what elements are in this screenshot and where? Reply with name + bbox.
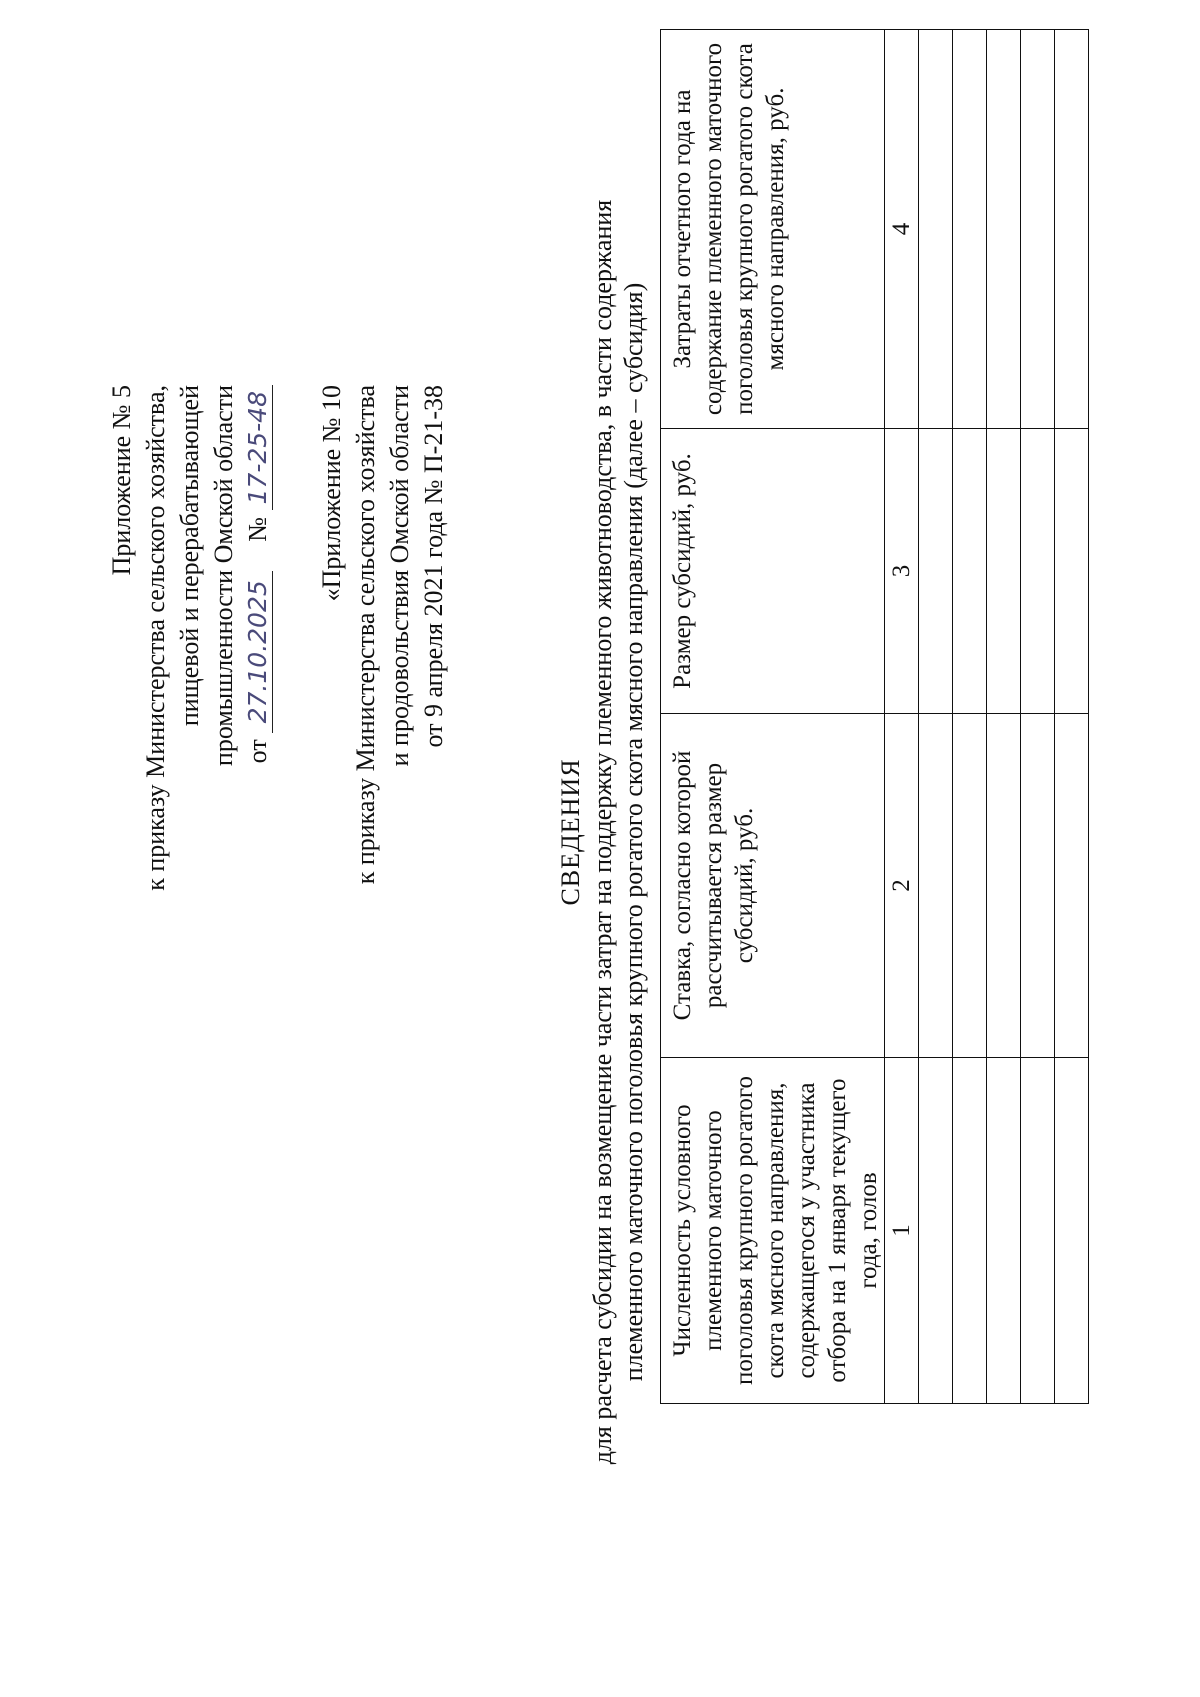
table-cell[interactable] xyxy=(987,1058,1021,1404)
table-cell[interactable] xyxy=(919,714,953,1058)
appendix-10-order-line: от 9 апреля 2021 года № П-21-38 xyxy=(419,385,448,748)
number-prefix: № xyxy=(243,516,272,542)
appendix-10-ministry-line: и продовольствия Омской области xyxy=(385,385,414,767)
column-number-row xyxy=(885,30,919,1404)
appendix-5-ministry-line: промышленности Омской области xyxy=(209,385,238,767)
table-cell[interactable] xyxy=(1021,30,1055,429)
table-cell[interactable] xyxy=(1055,429,1089,714)
table-row xyxy=(987,30,1021,1404)
appendix-5-header xyxy=(105,385,275,945)
table-cell[interactable] xyxy=(953,714,987,1058)
table-row xyxy=(919,30,953,1404)
table-cell[interactable] xyxy=(987,429,1021,714)
column-number: 1 xyxy=(885,1058,919,1404)
table-cell[interactable] xyxy=(987,30,1021,429)
header-cell-rate: Ставка, согласно которой рассчитывается размер субсидий, руб. xyxy=(661,714,885,1058)
date-prefix: от xyxy=(243,739,272,764)
table-cell[interactable] xyxy=(953,30,987,429)
column-number: 4 xyxy=(885,30,919,429)
table-row xyxy=(1055,30,1089,1404)
handwritten-date: 27.10.2025 xyxy=(244,571,273,733)
table-cell[interactable] xyxy=(1021,429,1055,714)
header-cell-livestock-count: Численность условного племенного маточного поголовья крупного рогатого скота мясного направления, содержащегося у участника отбора на 1 января текущего года, голов xyxy=(661,1058,885,1404)
table-cell[interactable] xyxy=(1055,714,1089,1058)
header-cell-annual-costs: Затраты отчетного года на содержание племенного маточного поголовья крупного рогатого скота мясного направления, руб. xyxy=(661,30,885,429)
table-cell[interactable] xyxy=(1021,1058,1055,1404)
subsidy-form-table xyxy=(660,29,1089,1404)
table-cell[interactable] xyxy=(953,429,987,714)
document-title: СВЕДЕНИЯ xyxy=(556,758,585,906)
table-header-row xyxy=(661,30,885,1404)
appendix-10-title: «Приложение № 10 xyxy=(317,385,346,602)
table-cell[interactable] xyxy=(919,429,953,714)
appendix-10-header xyxy=(315,385,451,945)
table-row xyxy=(953,30,987,1404)
table-cell[interactable] xyxy=(987,714,1021,1058)
column-number: 2 xyxy=(885,714,919,1058)
table-cell[interactable] xyxy=(1055,30,1089,429)
table-cell[interactable] xyxy=(953,1058,987,1404)
header-cell-subsidy-amount: Размер субсидий, руб. xyxy=(661,429,885,714)
handwritten-order-number: 17-25-48 xyxy=(244,385,273,510)
table-cell[interactable] xyxy=(919,30,953,429)
appendix-5-date-line xyxy=(241,385,275,945)
appendix-5-ministry-line: к приказу Министерства сельского хозяйства, xyxy=(141,385,170,891)
table-row xyxy=(1021,30,1055,1404)
document-heading xyxy=(555,167,649,1497)
table-cell[interactable] xyxy=(919,1058,953,1404)
appendix-5-title: Приложение № 5 xyxy=(107,385,136,576)
column-number: 3 xyxy=(885,429,919,714)
table-cell[interactable] xyxy=(1021,714,1055,1058)
appendix-10-ministry-line: к приказу Министерства сельского хозяйства xyxy=(351,385,380,885)
document-subtitle-line: племенного маточного поголовья крупного рогатого скота мясного направления (далее – субсидия) xyxy=(619,282,648,1382)
table-cell[interactable] xyxy=(1055,1058,1089,1404)
document-subtitle-line: для расчета субсидии на возмещение части затрат на поддержку племенного животноводства, в части содержания xyxy=(588,199,617,1465)
appendix-5-ministry-line: пищевой и перерабатывающей xyxy=(175,385,204,727)
